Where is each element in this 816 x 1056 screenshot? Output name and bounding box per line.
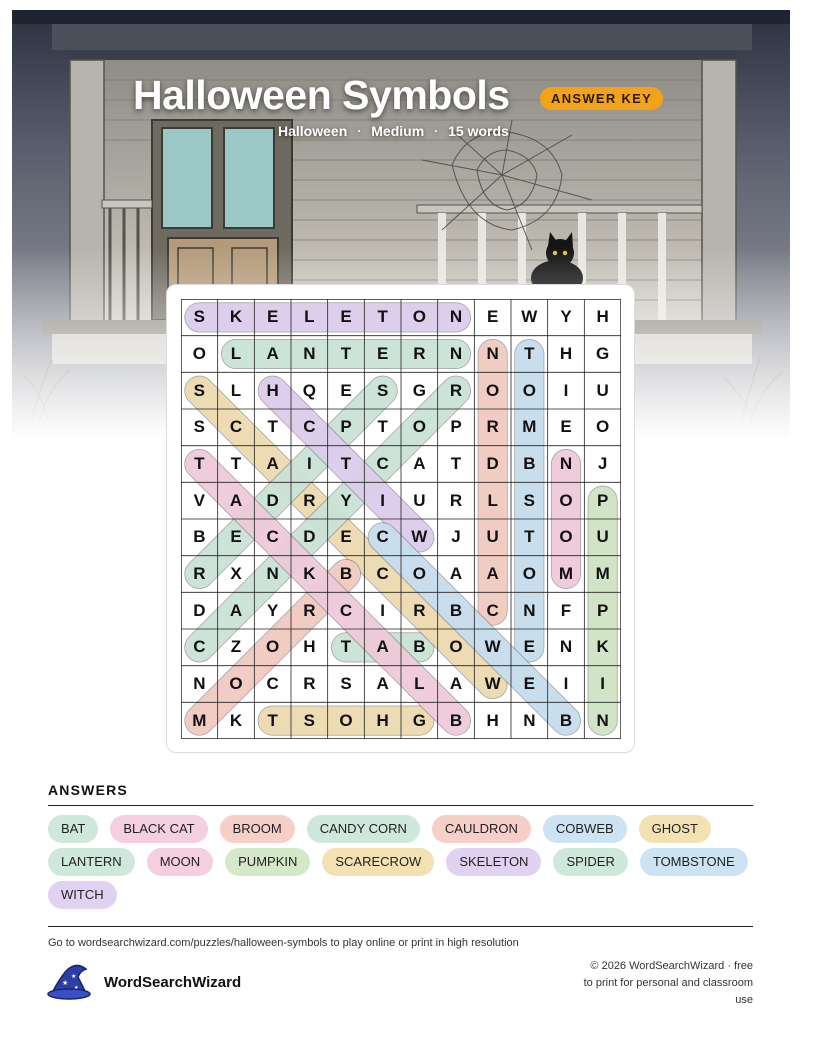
grid-letter: B xyxy=(193,527,206,547)
grid-letter: C xyxy=(303,417,316,437)
grid-letter: N xyxy=(559,637,573,657)
grid-letter: K xyxy=(303,563,316,583)
grid-letter: G xyxy=(412,380,426,400)
grid-letter: A xyxy=(449,673,463,693)
answers-list xyxy=(48,815,753,909)
grid-letter: C xyxy=(486,600,499,620)
grid-letter: H xyxy=(266,380,279,400)
grid-letter: E xyxy=(340,527,352,547)
grid-letter: N xyxy=(449,307,463,327)
separator-dot: · xyxy=(434,124,439,138)
grid-letter: O xyxy=(486,380,500,400)
puzzle-meta xyxy=(278,123,509,139)
grid-letter: A xyxy=(266,453,279,473)
grid-letter: T xyxy=(267,710,278,730)
grid-letter: E xyxy=(486,307,499,327)
grid-letter: S xyxy=(193,380,205,400)
grid-letter: R xyxy=(486,417,499,437)
grid-letter: I xyxy=(563,673,569,693)
grid-letter: M xyxy=(558,563,574,583)
grid-letter: I xyxy=(380,600,386,620)
grid-letter: I xyxy=(306,453,312,473)
grid-letter: C xyxy=(376,453,389,473)
grid-letter: C xyxy=(193,637,206,657)
grid-letter: D xyxy=(193,600,206,620)
grid-letter: D xyxy=(266,490,279,510)
grid-letter: H xyxy=(559,343,573,363)
answer-chip: BROOM xyxy=(220,815,295,843)
footer-url-text: Go to wordsearchwizard.com/puzzles/halloween-symbols to play online or print in high resolution xyxy=(48,937,519,949)
grid-letter: R xyxy=(193,563,206,583)
grid-letter: D xyxy=(303,527,316,547)
grid-letter: B xyxy=(449,710,463,730)
brand-name: WordSearchWizard xyxy=(104,973,242,991)
grid-letter: U xyxy=(596,380,609,400)
grid-letter: T xyxy=(524,527,535,547)
grid-letter: U xyxy=(486,527,499,547)
grid-letter: M xyxy=(522,417,537,437)
grid-letter: O xyxy=(449,637,463,657)
grid-letter: N xyxy=(449,343,463,363)
grid-letter: T xyxy=(340,637,352,657)
grid-letter: R xyxy=(413,343,426,363)
grid-letter: O xyxy=(596,417,610,437)
grid-letter: C xyxy=(266,527,279,547)
grid-letter: D xyxy=(486,453,499,473)
grid-letter: O xyxy=(412,563,426,583)
grid-letter: L xyxy=(487,490,498,510)
grid-letter: H xyxy=(303,637,316,657)
grid-letter: B xyxy=(523,453,536,473)
grid-letter: N xyxy=(303,343,316,363)
grid-letter: A xyxy=(376,637,389,657)
grid-letter: M xyxy=(595,563,610,583)
grid-letter: W xyxy=(521,307,538,327)
grid-letter: E xyxy=(340,307,352,327)
puzzle-title: Halloween Symbols xyxy=(133,72,510,118)
grid-letter: R xyxy=(449,380,463,400)
difficulty-label: Medium xyxy=(371,123,425,139)
grid-letter: R xyxy=(449,490,463,510)
grid-letter: Y xyxy=(560,307,572,327)
answer-chip: SCARECROW xyxy=(322,848,434,876)
grid-letter: S xyxy=(193,307,205,327)
grid-letter: T xyxy=(377,307,388,327)
answer-chip: GHOST xyxy=(639,815,711,843)
grid-letter: E xyxy=(230,527,242,547)
grid-letter: C xyxy=(376,563,389,583)
grid-letter: S xyxy=(193,417,205,437)
svg-text:★: ★ xyxy=(74,985,79,991)
grid-letter: Y xyxy=(340,490,352,510)
grid-letter: A xyxy=(449,563,463,583)
grid-letter: C xyxy=(339,600,353,620)
grid-letter: N xyxy=(559,453,573,473)
copyright-text: © 2026 WordSearchWizard · free to print for personal and classroom use xyxy=(583,960,753,1006)
grid-letter: V xyxy=(193,490,205,510)
grid-letter: Z xyxy=(230,637,242,657)
grid-letter: G xyxy=(596,343,610,363)
grid-letter: T xyxy=(230,453,242,473)
grid-letter: N xyxy=(523,600,536,620)
grid-letter: M xyxy=(192,710,207,730)
grid-letter: O xyxy=(266,637,280,657)
grid-letter: A xyxy=(376,673,389,693)
grid-letter: B xyxy=(339,563,353,583)
answer-chip: CANDY CORN xyxy=(307,815,420,843)
grid-letter: E xyxy=(340,380,352,400)
letter-grid xyxy=(181,299,621,739)
grid-letter: K xyxy=(596,637,609,657)
grid-letter: J xyxy=(597,453,608,473)
answer-chip: CAULDRON xyxy=(432,815,531,843)
answer-chip: SKELETON xyxy=(446,848,541,876)
grid-letter: O xyxy=(192,343,206,363)
answer-chip: LANTERN xyxy=(48,848,135,876)
grid-letter: W xyxy=(484,673,501,693)
grid-letter: A xyxy=(229,490,243,510)
grid-letter: E xyxy=(560,417,572,437)
word-count-label: 15 words xyxy=(448,123,509,139)
grid-letter: I xyxy=(563,380,569,400)
grid-letter: L xyxy=(230,380,242,400)
grid-letter: N xyxy=(486,343,499,363)
grid-letter: K xyxy=(229,710,243,730)
grid-letter: E xyxy=(523,673,535,693)
answer-chip: BAT xyxy=(48,815,98,843)
grid-letter: T xyxy=(194,453,205,473)
grid-letter: P xyxy=(596,490,609,510)
grid-letter: S xyxy=(340,673,352,693)
grid-letter: O xyxy=(559,527,573,547)
grid-letter: L xyxy=(304,307,315,327)
grid-letter: B xyxy=(413,637,426,657)
divider xyxy=(48,805,753,806)
grid-letter: N xyxy=(596,710,609,730)
grid-letter: Y xyxy=(266,600,279,620)
grid-letter: L xyxy=(414,673,425,693)
grid-letter: P xyxy=(450,417,462,437)
grid-letter: G xyxy=(412,710,426,730)
grid-letter: C xyxy=(376,527,389,547)
grid-letter: A xyxy=(413,453,426,473)
grid-letter: O xyxy=(229,673,243,693)
grid-letter: I xyxy=(380,490,386,510)
grid-letter: L xyxy=(230,343,242,363)
grid-letter: F xyxy=(560,600,572,620)
answer-chip: TOMBSTONE xyxy=(640,848,748,876)
separator-dot: · xyxy=(357,124,362,138)
grid-letter: K xyxy=(229,307,243,327)
answer-chip: MOON xyxy=(147,848,213,876)
grid-letter: T xyxy=(377,417,388,437)
wizard-hat-icon xyxy=(46,963,92,1001)
grid-letter: S xyxy=(523,490,535,510)
grid-letter: E xyxy=(266,307,279,327)
grid-letter: U xyxy=(413,490,426,510)
grid-letter: C xyxy=(266,673,279,693)
grid-letter: W xyxy=(484,637,501,657)
grid-letter: N xyxy=(193,673,206,693)
grid-letter: A xyxy=(229,600,243,620)
grid-letter: H xyxy=(376,710,389,730)
grid-letter: O xyxy=(522,380,536,400)
answer-chip: PUMPKIN xyxy=(225,848,310,876)
grid-letter: Q xyxy=(302,380,316,400)
grid-letter: J xyxy=(451,527,461,547)
grid-letter: E xyxy=(523,637,535,657)
grid-letter: S xyxy=(303,710,315,730)
grid-letter: T xyxy=(340,343,352,363)
answer-chip: COBWEB xyxy=(543,815,627,843)
grid-letter: W xyxy=(411,527,428,547)
grid-letter: S xyxy=(376,380,389,400)
grid-letter: O xyxy=(412,417,426,437)
grid-letter: I xyxy=(600,673,606,693)
grid-letter: T xyxy=(267,417,278,437)
answer-chip: WITCH xyxy=(48,881,117,909)
answer-chip: SPIDER xyxy=(553,848,627,876)
grid-letter: H xyxy=(486,710,499,730)
grid-letter: T xyxy=(340,453,352,473)
grid-letter: O xyxy=(559,490,573,510)
grid-letter: O xyxy=(522,563,536,583)
grid-letter: N xyxy=(266,563,279,583)
grid-letter: O xyxy=(339,710,353,730)
answer-key-badge: ANSWER KEY xyxy=(540,87,663,110)
grid-letter: T xyxy=(524,343,535,363)
grid-letter: X xyxy=(230,563,242,583)
grid-letter: P xyxy=(596,600,609,620)
answers-heading: ANSWERS xyxy=(48,782,128,798)
grid-letter: U xyxy=(596,527,609,547)
grid-letter: C xyxy=(229,417,243,437)
svg-text:★: ★ xyxy=(62,979,69,987)
grid-letter: H xyxy=(596,307,609,327)
grid-letter: P xyxy=(340,417,352,437)
footer-divider xyxy=(48,926,753,927)
grid-letter: R xyxy=(413,600,426,620)
svg-text:★: ★ xyxy=(71,973,77,980)
grid-letter: R xyxy=(303,600,316,620)
category-label: Halloween xyxy=(278,123,348,139)
grid-letter: A xyxy=(486,563,499,583)
grid-letter: N xyxy=(523,710,536,730)
grid-letter: A xyxy=(266,343,279,363)
grid-letter: B xyxy=(559,710,573,730)
answer-chip: BLACK CAT xyxy=(110,815,207,843)
grid-letter: B xyxy=(449,600,463,620)
grid-letter: R xyxy=(303,673,316,693)
grid-letter: R xyxy=(303,490,316,510)
grid-letter: E xyxy=(376,343,389,363)
grid-letter: O xyxy=(412,307,426,327)
brand[interactable] xyxy=(46,963,241,1001)
grid-letter: T xyxy=(450,453,462,473)
